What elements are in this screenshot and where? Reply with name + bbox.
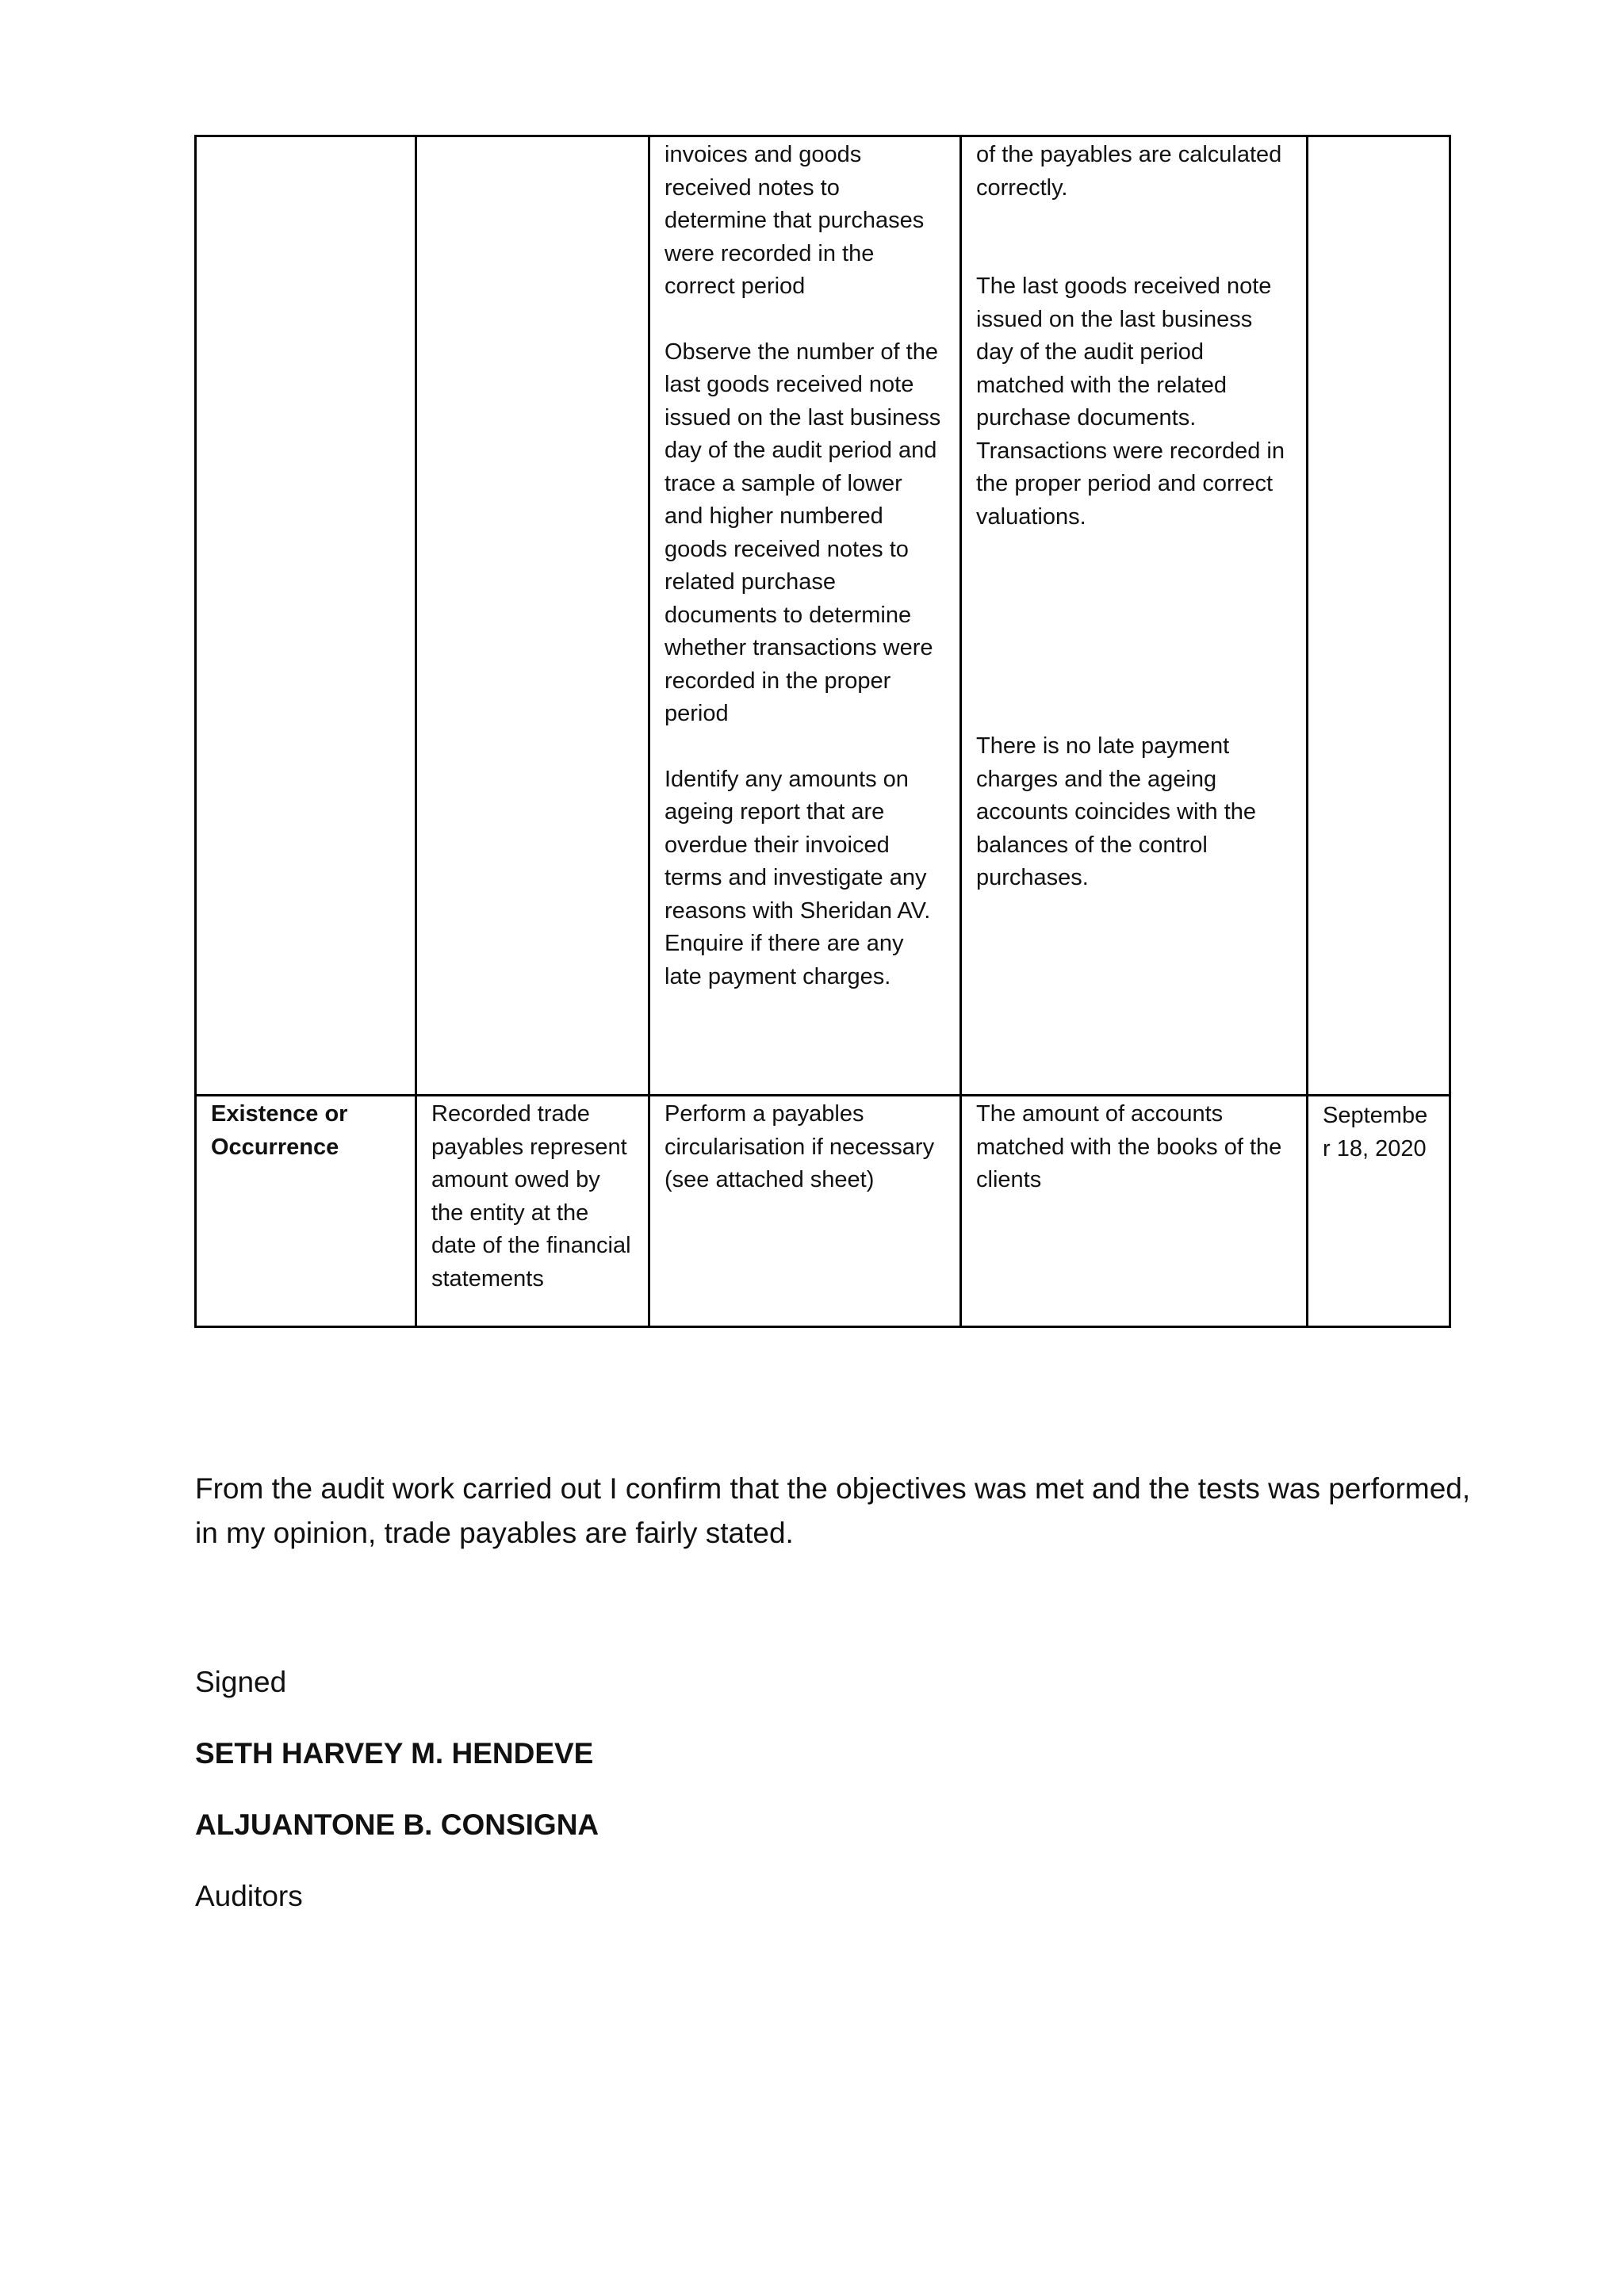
- table-row: [196, 136, 1450, 1096]
- audit-program-table: [194, 135, 1451, 1328]
- procedure-text: Identify any amounts on ageing report that are overdue their invoiced terms and investigate any reasons with Sheridan AV. Enquire if there are any late payment charges.: [665, 766, 931, 989]
- results-cell: [961, 136, 1308, 1096]
- auditor-name: SETH HARVEY M. HENDEVE: [195, 1737, 594, 1770]
- date-cell: [1308, 136, 1450, 1096]
- procedure-cell: Perform a payables circularisation if necessary (see attached sheet): [649, 1096, 961, 1327]
- result-text: The last goods received note issued on the last business day of the audit period matched with the related purchase documents. Transactions were recorded in the proper period and correct valuations.: [976, 274, 1285, 530]
- table-row: [196, 1096, 1450, 1327]
- procedure-text: invoices and goods received notes to determine that purchases were recorded in the correct period: [665, 142, 925, 299]
- result-cell: The amount of accounts matched with the books of the clients: [961, 1096, 1308, 1327]
- assertion-cell: [196, 136, 416, 1096]
- objective-cell: Recorded trade payables represent amount owed by the entity at the date of the financial statements: [416, 1096, 649, 1327]
- result-text: There is no late payment charges and the ageing accounts coincides with the balances of the control purchases.: [976, 733, 1257, 890]
- result-text: of the payables are calculated correctly.: [976, 142, 1282, 201]
- conclusion-paragraph: From the audit work carried out I confirm that the objectives was met and the tests was performed, in my opinion, trade payables are fairly stated.: [195, 1472, 1471, 1549]
- procedures-cell: [649, 136, 961, 1096]
- assertion-cell: Existence or Occurrence: [196, 1096, 416, 1327]
- procedure-text: Observe the number of the last goods received note issued on the last business day of the audit period and trace a sample of lower and higher numbered goods received notes to related purchase documents to determine whether transactions were recorded in the proper period: [665, 339, 941, 726]
- auditors-label: Auditors: [195, 1880, 303, 1912]
- auditor-name: ALJUANTONE B. CONSIGNA: [195, 1808, 599, 1841]
- date-cell: September 18, 2020: [1308, 1096, 1450, 1327]
- objective-cell: [416, 136, 649, 1096]
- signed-label: Signed: [195, 1666, 287, 1698]
